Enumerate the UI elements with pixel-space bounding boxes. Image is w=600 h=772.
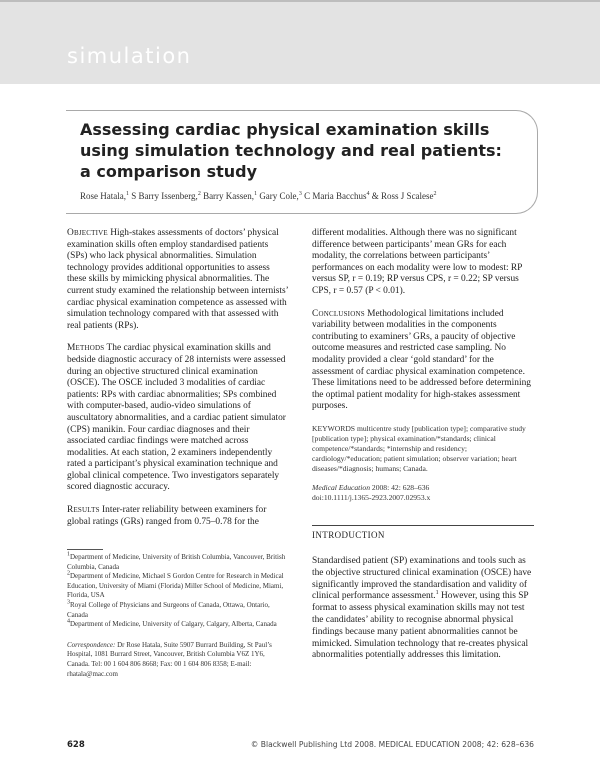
author: S Barry Issenberg,$^2$ xyxy=(131,191,201,201)
abstract-left-column xyxy=(67,228,289,539)
author: Rose Hatala,$^1$ xyxy=(80,191,129,201)
author: & Ross J Scalese$^2$ xyxy=(371,191,437,201)
abstract-methods: Methods The cardiac physical examination skills and bedside diagnostic accuracy of 28 internists were assessed during an objective structured clinical examination (OSCE). The OSCE included 3 modalities of cardiac patients: RPs with cardiac abnormalities; SPs combined with computer-based, audio-video simulations of auscultatory abnormalities, and a cardiac patient simulator (CPS) manikin. Four cardiac diagnoses and their associated cardiac findings were matched across modalities. At each station, 2 examiners independently rated a participant’s physical examination technique and global clinical competence. Two investigators separately scored diagnostic accuracy. xyxy=(67,343,286,493)
page-number: 628 xyxy=(67,740,85,750)
introduction-body: Standardised patient (SP) examinations and tools such as the objective structured clinical examination (OSCE) have significantly improved the standardisation and validity of clinical performance assessment.$^1$ However, using this SP format to assess physical examination skills may not test the candidates’ ability to recognise abnormal physical findings because many patient abnormalities cannot be mimicked. Simulation technology that re-creates physical abnormalities potentially addresses this limitation. xyxy=(312,556,532,661)
section-banner xyxy=(0,0,600,84)
abstract-right-column xyxy=(312,228,534,503)
keywords: KEYWORDS multicentre study [publication type]; comparative study [publication type]; physical examination/*standards; clinical competence/*standards; *internship and residency; cardiology/*education; patient simulation; observer variation; heart diseases/*diagnosis; humans; Canada. xyxy=(312,423,526,473)
article-title xyxy=(80,119,520,182)
author-list xyxy=(80,191,540,201)
correspondence: Correspondence: Dr Rose Hatala, Suite 5907 Burrard Building, St Paul’s Hospital, 1081 Burrard Street, Vancouver, British Columbia V6Z 1Y6, Canada. Tel: 00 1 604 806 8668; Fax: 00 1 604 806 8358; E-mail: rhatala@mac.com xyxy=(67,640,272,678)
abstract-results: Results Inter-rater reliability between examiners for global ratings (GRs) ranged from 0.75–0.78 for the xyxy=(67,505,267,527)
section-label: simulation xyxy=(67,44,192,68)
footer-copyright: © Blackwell Publishing Ltd 2008. MEDICAL EDUCATION 2008; 42: 628–636 xyxy=(250,740,534,749)
affiliation: $^3$Royal College of Physicians and Surgeons of Canada, Ottawa, Ontario, Canada xyxy=(67,599,270,619)
footnote-rule xyxy=(67,549,103,550)
affiliation: $^4$Department of Medicine, University of Calgary, Calgary, Alberta, Canada xyxy=(67,618,277,629)
author: Barry Kassen,$^1$ xyxy=(203,191,258,201)
abstract-conclusions: Conclusions Methodological limitations included variability between modalities in the components contributing to examiners’ GRs, a paucity of objective outcome measures and restricted case sampling. No modality provided a clear ‘gold standard’ for the assessment of cardiac physical examination competence. These limitations need to be addressed before determining the optimal patient modality for high-stakes assessment purposes. xyxy=(312,308,531,412)
title-line: using simulation technology and real patients: xyxy=(80,141,502,160)
abstract-results-continued: different modalities. Although there was no significant difference between participants’ mean GRs for each modality, the correlations between participants’ performances on each modality were low to modest: RP versus SP, r = 0.19; RP versus CPS, r = 0.22; SP versus CPS, r = 0.57 (P < 0.01). xyxy=(312,228,523,296)
footnotes xyxy=(67,553,287,679)
abstract-objective: Objective High-stakes assessments of doctors’ physical examination skills often employ standardised patients (SPs) who lack physical abnormalities. Simulation technology provides additional opportunities to assess these skills by mimicking physical abnormalities. The current study examined the relationship between internists’ cardiac physical examination competence as assessed with simulation technology compared with that assessed with real patients (RPs). xyxy=(67,228,289,331)
citation: Medical Education 2008: 42: 628–636 doi:10.1111/j.1365-2923.2007.02953.x xyxy=(312,483,534,503)
affiliation: $^1$Department of Medicine, University of British Columbia, Vancouver, British Columbia, Canada xyxy=(67,551,286,571)
title-line: Assessing cardiac physical examination skills xyxy=(80,120,490,139)
banner-rule xyxy=(0,0,600,2)
title-line: a comparison study xyxy=(80,162,258,181)
doi-link[interactable]: doi:10.1111/j.1365-2923.2007.02953.x xyxy=(312,492,431,502)
author: Gary Cole,$^3$ xyxy=(259,191,302,201)
introduction-rule xyxy=(312,525,534,526)
author: C Maria Bacchus$^4$ xyxy=(304,191,370,201)
affiliation: $^2$Department of Medicine, Michael S Gordon Centre for Research in Medical Education, University of Miami (Florida) Miller School of Medicine, Miami, Florida, USA xyxy=(67,570,284,600)
introduction-heading: INTRODUCTION xyxy=(312,530,385,540)
